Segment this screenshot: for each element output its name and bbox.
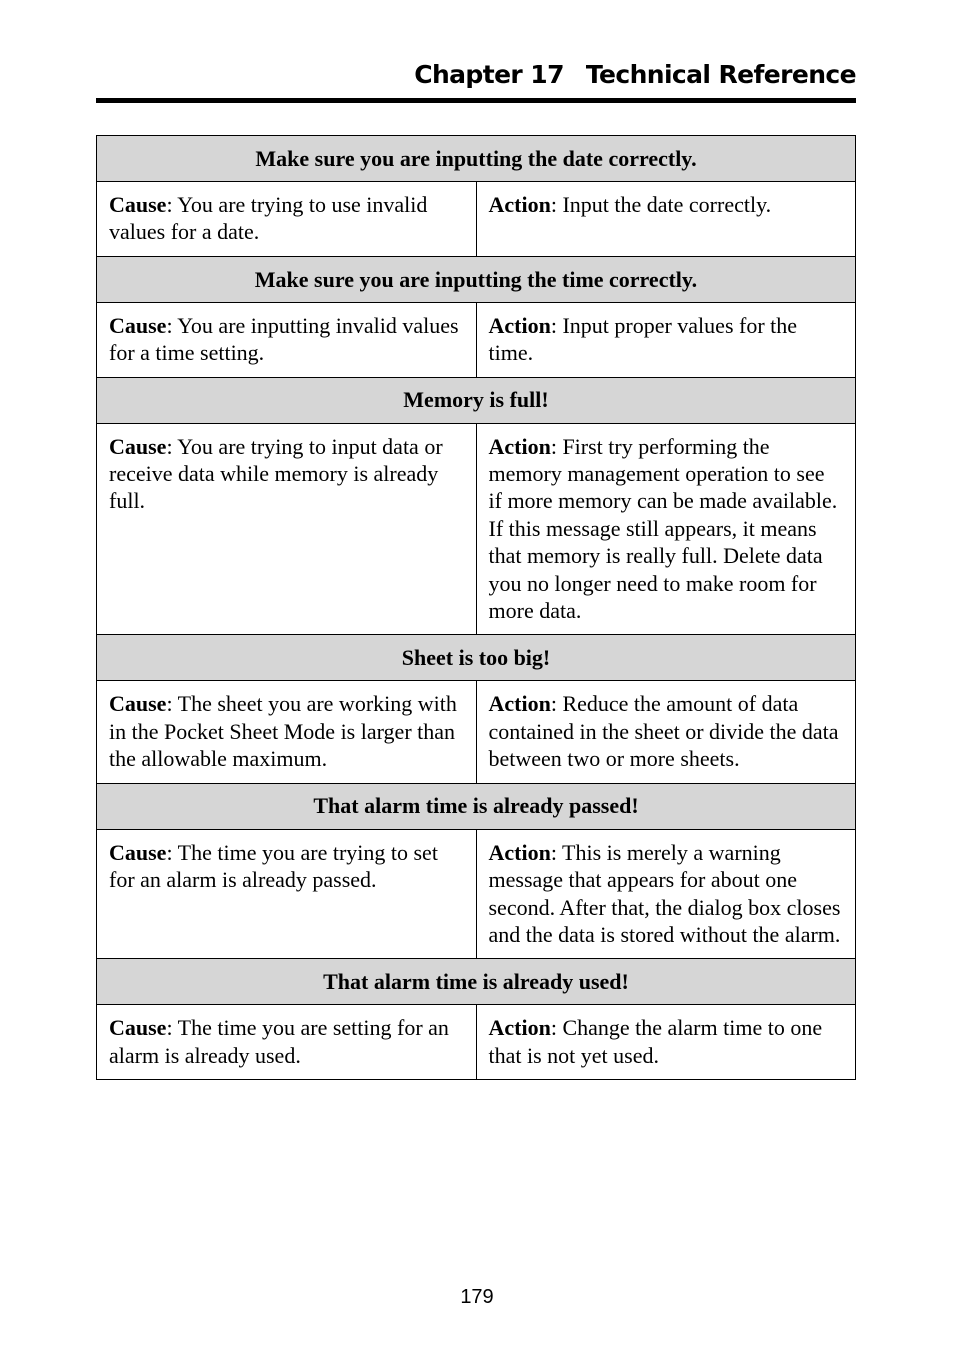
cause-text: : The time you are trying to set for an alarm is already passed.: [109, 839, 438, 893]
message-detail-row: [97, 182, 856, 257]
action-text: : Input proper values for the time.: [488, 312, 798, 366]
message-detail-row: [97, 681, 856, 783]
message-detail-row: [97, 423, 856, 635]
cause-label: Cause: [109, 312, 167, 338]
action-cell: [476, 182, 856, 257]
cause-cell: [97, 681, 477, 783]
section-label: Technical Reference: [585, 60, 856, 89]
message-title: Memory is full!: [97, 377, 856, 423]
cause-cell: [97, 423, 477, 635]
message-title-row: [97, 136, 856, 182]
cause-label: Cause: [109, 433, 167, 459]
action-text: : This is merely a warning message that appears for about one second. After that, the dialog box closes and the data is stored without the alarm.: [488, 839, 841, 947]
cause-label: Cause: [109, 192, 167, 217]
message-detail-row: [97, 302, 856, 377]
action-label: Action: [488, 1015, 551, 1041]
action-text: : Reduce the amount of data contained in the sheet or divide the data between two or more sheets.: [488, 691, 839, 772]
message-title-row: [97, 783, 856, 829]
message-title: Make sure you are inputting the date correctly.: [97, 136, 856, 182]
page-number: 179: [460, 1286, 494, 1308]
error-message-table: [96, 135, 856, 1080]
cause-cell: [97, 829, 477, 959]
message-title: Make sure you are inputting the time correctly.: [97, 256, 856, 302]
page-header: [96, 58, 856, 103]
action-text: : Input the date correctly.: [550, 192, 772, 217]
message-title-row: [97, 377, 856, 423]
cause-text: : The sheet you are working with in the Pocket Sheet Mode is larger than the allowable maximum.: [109, 691, 457, 772]
message-title-row: [97, 256, 856, 302]
action-label: Action: [488, 192, 551, 217]
action-cell: [476, 423, 856, 635]
action-label: Action: [488, 839, 551, 865]
action-text: : Change the alarm time to one that is not yet used.: [488, 1015, 823, 1068]
message-title: Sheet is too big!: [97, 635, 856, 681]
cause-cell: [97, 302, 477, 377]
action-label: Action: [488, 691, 551, 717]
cause-text: : You are trying to use invalid values for a date.: [109, 192, 428, 245]
message-detail-row: [97, 829, 856, 959]
cause-label: Cause: [109, 691, 167, 717]
action-cell: [476, 829, 856, 959]
cause-text: : The time you are setting for an alarm is already used.: [109, 1015, 449, 1068]
cause-label: Cause: [109, 1015, 167, 1041]
cause-cell: [97, 182, 477, 257]
cause-cell: [97, 1005, 477, 1080]
message-title-row: [97, 959, 856, 1005]
header-title: [414, 60, 856, 89]
cause-text: : You are inputting invalid values for a time setting.: [109, 312, 459, 366]
message-detail-row: [97, 1005, 856, 1080]
action-text: : First try performing the memory management operation to see if more memory can be made available. If this message still appears, it means that memory is really full. Delete data you no longer need to make room for more data.: [488, 433, 838, 624]
message-title: That alarm time is already used!: [97, 959, 856, 1005]
cause-label: Cause: [109, 839, 167, 865]
action-cell: [476, 681, 856, 783]
message-title: That alarm time is already passed!: [97, 783, 856, 829]
action-cell: [476, 302, 856, 377]
action-label: Action: [488, 433, 551, 459]
cause-text: : You are trying to input data or receive data while memory is already full.: [109, 433, 443, 514]
action-label: Action: [488, 312, 551, 338]
chapter-label: Chapter 17: [414, 60, 564, 89]
action-cell: [476, 1005, 856, 1080]
message-title-row: [97, 635, 856, 681]
